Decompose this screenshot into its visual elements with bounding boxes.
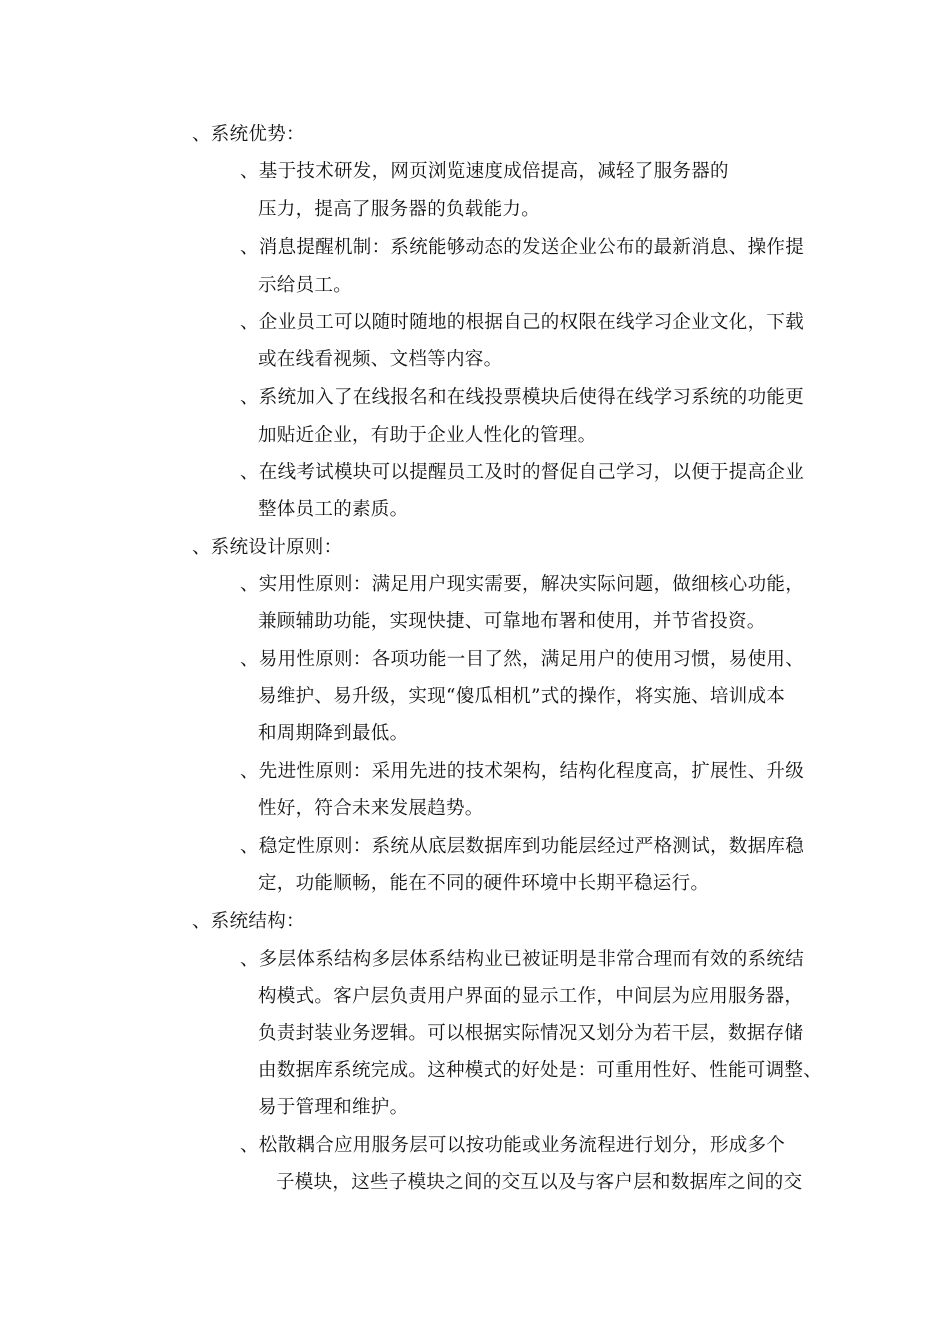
section-heading: 、系统结构： bbox=[192, 911, 305, 932]
list-item-line: 易维护、易升级，实现“傻瓜相机”式的操作，将实施、培训成本 bbox=[258, 686, 786, 707]
list-item-line: 、松散耦合应用服务层可以按功能或业务流程进行划分，形成多个 bbox=[240, 1135, 786, 1156]
list-item-line: 、消息提醒机制：系统能够动态的发送企业公布的最新消息、操作提 bbox=[240, 237, 805, 258]
section-heading: 、系统设计原则： bbox=[192, 537, 343, 558]
list-item-line: 子模块，这些子模块之间的交互以及与客户层和数据库之间的交 bbox=[276, 1172, 803, 1193]
section-heading: 、系统优势： bbox=[192, 124, 305, 145]
list-item-line: 、实用性原则：满足用户现实需要，解决实际问题，做细核心功能， bbox=[240, 574, 805, 595]
list-item-line: 、先进性原则：采用先进的技术架构，结构化程度高，扩展性、升级 bbox=[240, 761, 805, 782]
list-item-line: 或在线看视频、文档等内容。 bbox=[258, 349, 503, 370]
list-item-line: 、稳定性原则：系统从底层数据库到功能层经过严格测试，数据库稳 bbox=[240, 836, 805, 857]
list-item-line: 加贴近企业，有助于企业人性化的管理。 bbox=[258, 425, 597, 446]
list-item-line: 由数据库系统完成。这种模式的好处是：可重用性好、性能可调整、 bbox=[258, 1060, 823, 1081]
list-item-line: 整体员工的素质。 bbox=[258, 499, 409, 520]
list-item-line: 易于管理和维护。 bbox=[258, 1097, 409, 1118]
list-item-line: 压力，提高了服务器的负载能力。 bbox=[258, 199, 541, 220]
list-item-line: 、多层体系结构多层体系结构业已被证明是非常合理而有效的系统结 bbox=[240, 949, 805, 970]
list-item-line: 定，功能顺畅，能在不同的硬件环境中长期平稳运行。 bbox=[258, 873, 710, 894]
list-item-line: 、在线考试模块可以提醒员工及时的督促自己学习，以便于提高企业 bbox=[240, 462, 805, 483]
list-item-line: 、易用性原则：各项功能一目了然，满足用户的使用习惯，易使用、 bbox=[240, 649, 805, 670]
list-item-line: 示给员工。 bbox=[258, 275, 353, 296]
list-item-line: 性好，符合未来发展趋势。 bbox=[258, 798, 484, 819]
list-item-line: 、企业员工可以随时随地的根据自己的权限在线学习企业文化，下载 bbox=[240, 312, 805, 333]
list-item-line: 、基于技术研发，网页浏览速度成倍提高，减轻了服务器的 bbox=[240, 161, 729, 182]
list-item-line: 构模式。客户层负责用户界面的显示工作，中间层为应用服务器， bbox=[258, 986, 804, 1007]
list-item-line: 、系统加入了在线报名和在线投票模块后使得在线学习系统的功能更 bbox=[240, 387, 805, 408]
list-item-line: 兼顾辅助功能，实现快捷、可靠地布署和使用，并节省投资。 bbox=[258, 611, 766, 632]
list-item-line: 和周期降到最低。 bbox=[258, 723, 409, 744]
list-item-line: 负责封装业务逻辑。可以根据实际情况又划分为若干层，数据存储 bbox=[258, 1023, 804, 1044]
